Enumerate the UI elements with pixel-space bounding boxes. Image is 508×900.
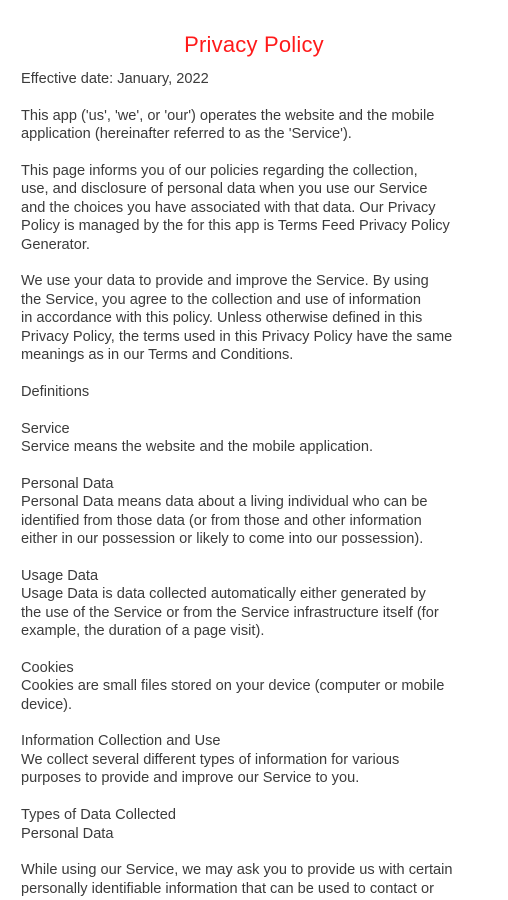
intro-paragraph: This app ('us', 'we', or 'our') operates the website and the mobile application (hereinafter referred to as the 'Service').	[21, 107, 435, 143]
definition-personal-data: Personal Data Personal Data means data about a living individual who can be identified from those data (or from those and other information either in our possession or likely to come into our possession).	[21, 475, 428, 548]
personal-data-collection-paragraph: While using our Service, we may ask you to provide us with certain personally identifiable information that can be used to contact or	[21, 862, 453, 897]
effective-date-text: Effective date: January, 2022	[21, 71, 209, 87]
information-collection-section: Information Collection and Use We collect several different types of information for various purposes to provide and improve our Service to you.	[21, 733, 400, 787]
definitions-heading: Definitions	[21, 383, 90, 400]
types-of-data-section: Types of Data Collected Personal Data	[21, 807, 176, 842]
definition-cookies: Cookies Cookies are small files stored on your device (computer or mobile device).	[21, 659, 445, 713]
policy-scope-paragraph: This page informs you of our policies regarding the collection, use, and disclosure of personal data when you use our Service and the choices you have associated with that data. Our Privacy Policy is managed by the for this app is Terms Feed Privacy Policy Generator.	[21, 163, 450, 253]
policy-text-body[interactable]	[21, 70, 486, 900]
page-title: Privacy Policy	[184, 31, 324, 57]
definition-service: Service Service means the website and the mobile application.	[21, 420, 374, 456]
definition-usage-data: Usage Data Usage Data is data collected automatically either generated by the use of the Service or from the Service infrastructure itself (for example, the duration of a page visit).	[21, 567, 439, 640]
data-use-paragraph: We use your data to provide and improve the Service. By using the Service, you agree to the collection and use of information in accordance with this policy. Unless otherwise defined in this Privacy Policy, the terms used in this Privacy Policy have the same meanings as in our Terms and Conditions.	[21, 273, 453, 364]
